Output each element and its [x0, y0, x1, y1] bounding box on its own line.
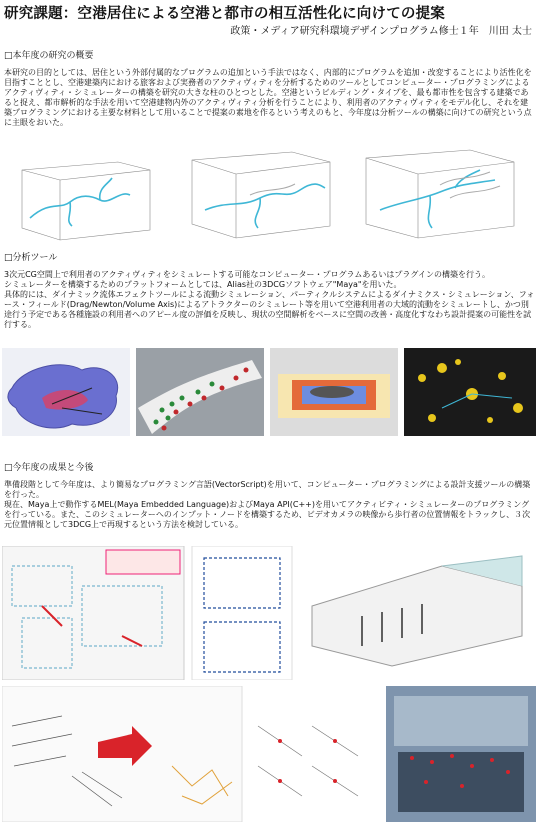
paragraph: シミュレーターを構築するためのプラットフォームとしては、Alias社の3DCGソフトウェア"Maya"を用いた。 — [4, 280, 402, 289]
programming-diagrams — [2, 546, 536, 680]
section-results-text — [4, 480, 536, 530]
paragraph: 3次元CG空間上で利用者のアクティヴィティをシミュレートする可能なコンピューター・プログラムあるいはプラグインの構築を行う。 — [4, 270, 490, 279]
section-overview-text — [4, 68, 536, 128]
section-heading-results: □今年度の成果と今後 — [4, 463, 94, 473]
tracking-diagrams-row — [2, 686, 536, 822]
trajectory-figures — [0, 140, 538, 243]
paragraph: 具体的には、ダイナミック流体エフェクトツールによる流動シミュレーション、パーティクルシステムによるダイナミクス・シミュレーション、フォース・フィールド(Drag/Newton/Volume Axis)によるアトラクターのシミュレート等を用いて空港利用者の大域的流動をシミュレートし、かつ別途行う予定である各種施設の利用者へのアピール度の評価を反映し、現状の空間解析をベースに空間の改善・高度化すなわち設計提案の可能性を試行する。 — [4, 290, 535, 329]
section-heading-overview: □本年度の研究の概要 — [4, 51, 94, 61]
section-heading-tools: □分析ツール — [4, 253, 58, 263]
paragraph: 準備段階として今年度は、より簡易なプログラミング言語(VectorScript)を用いて、コンピューター・プログラミングによる設計支援ツールの構築を行った。 — [4, 480, 531, 499]
tracking-diagrams — [2, 686, 536, 822]
paragraph: 現在、Maya上で動作するMEL(Maya Embedded Language)およびMaya API(C++)を用いてアクティビティ・シミュレーターのプログラミングを行っている。また、このシミュレーターへのインプット・ノードを構築するため、ビデオカメラの映像から歩行者の位置情報をトラックし、３次元位置情報として3DCG上で再現するという方法を検討している。 — [4, 500, 531, 529]
trajectory-cubes-image — [0, 140, 538, 243]
paragraph: 本研究の目的としては、居住という外部付属的なプログラムの追加という手法ではなく、内部的にプログラムを追加・改変することにより活性化を目指すこととし、空港建築内における旅客および実務者のアクティヴィティを分析するためのツールとしてコンピューター・プログラミングによるアクティヴィティ・シミュレーターの構築を研究の大きな柱のひとつとした。空港というビルディング・タイプを、最も都市性を包含する建築であると捉え、都市解析的な手法を用いて空港建物内外のアクティヴィティ分析を行うことにより、利用者のアクティヴィティをモデル化し、それを建築プログラミングにおける主要な材料として用いることで提案の素地を作るという考えのもと、今年度は分析ツールの構築に向けての研究という点に主眼をおいた。 — [4, 68, 532, 127]
simulation-images-row — [2, 348, 536, 436]
simulation-images — [2, 348, 536, 436]
author-line: 政策・メディア研究科環境デザインプログラム修士１年 川田 太士 — [230, 26, 532, 37]
page-title: 研究課題：空港居住による空港と都市の相互活性化に向けての提案 — [4, 6, 445, 22]
programming-diagrams-row — [2, 546, 536, 680]
section-tools-text — [4, 270, 536, 330]
